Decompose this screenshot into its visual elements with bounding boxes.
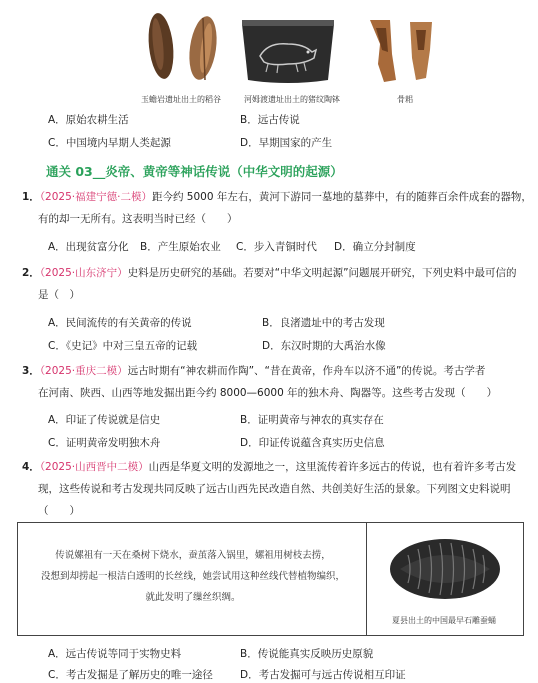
- question-text: 在河南、陕西、山西等地发掘出距今约 8000—6000 年的独木舟、陶器等。这些考古发现（ ）: [38, 387, 498, 399]
- question-text: （ ）: [38, 505, 80, 517]
- question-1: [22, 186, 532, 230]
- q4-option-c[interactable]: C．考古发掘是了解历史的唯一途径: [48, 669, 213, 681]
- pottery-bowl-image: [238, 14, 338, 88]
- question-text: 史料是历史研究的基础。若要对“中华文明起源”问题展开研究，下列史料中最可信的: [127, 267, 517, 279]
- silkworm-caption: 夏县出土的中国最早石雕蚕蛹: [392, 616, 496, 625]
- question-source: （2025·山西晋中二模）: [39, 461, 149, 473]
- q4-option-b[interactable]: B．传说能真实反映历史原貌: [240, 648, 374, 660]
- legend-line: 就此发明了缫丝织绸。: [145, 592, 241, 603]
- question-text: 有的却一无所有。这表明当时已经（ ）: [38, 213, 238, 225]
- rice-grain-image: [135, 8, 227, 86]
- caption-rice-grain: 玉蟾岩遗址出土的稻谷: [141, 95, 221, 104]
- q1-option-c[interactable]: C．步入青铜时代: [236, 241, 317, 253]
- question-3: [22, 360, 522, 404]
- silkworm-image: [386, 533, 504, 605]
- q2-option-d[interactable]: D．东汉时期的大禹治水像: [262, 340, 386, 352]
- bone-spade-image: [364, 14, 440, 86]
- q3-option-b[interactable]: B．证明黄帝与神农的真实存在: [240, 414, 384, 426]
- question-text: 现，这些传说和考古发现共同反映了远古山西先民改造自然、共创美好生活的景象。下列图文史料说明: [38, 483, 511, 495]
- q3-option-c[interactable]: C．证明黄帝发明独木舟: [48, 437, 161, 449]
- material-table: [17, 522, 524, 636]
- question-source: （2025·山东济宁）: [39, 267, 128, 279]
- prev-option-b[interactable]: B．远古传说: [240, 114, 300, 126]
- section-title: 通关 03__炎帝、黄帝等神话传说（中华文明的起源）: [46, 164, 343, 179]
- q3-option-d[interactable]: D．印证传说蕴含真实历史信息: [240, 437, 385, 449]
- question-number: 2．: [22, 267, 40, 279]
- question-text: 距今约 5000 年左右，黄河下游同一墓地的墓葬中，有的随葬百余件成套的器物，: [151, 191, 532, 203]
- q4-option-d[interactable]: D．考古发掘可与远古传说相互印证: [240, 669, 406, 681]
- caption-bone-spade: 骨耜: [397, 95, 413, 104]
- question-number: 4．: [22, 461, 40, 473]
- prev-option-a[interactable]: A．原始农耕生活: [48, 114, 129, 126]
- question-2: [22, 262, 522, 306]
- legend-cell: [18, 523, 367, 635]
- q2-option-a[interactable]: A．民间流传的有关黄帝的传说: [48, 317, 192, 329]
- question-number: 1．: [22, 191, 40, 203]
- question-number: 3．: [22, 365, 40, 377]
- question-4: [22, 456, 522, 522]
- q1-option-a[interactable]: A．出现贫富分化: [48, 241, 129, 253]
- question-text: 远古时期有“神农耕而作陶”、“昔在黄帝，作舟车以济不通”的传说。考古学者: [127, 365, 486, 377]
- legend-line: 传说嫘祖有一天在桑树下烧水，蚕茧落入锅里，嫘祖用树枝去捞，: [55, 550, 331, 561]
- question-text: 是（ ）: [38, 289, 80, 301]
- q1-option-d[interactable]: D．确立分封制度: [334, 241, 416, 253]
- question-source: （2025·福建宁德·二模）: [39, 191, 152, 203]
- q2-option-c[interactable]: C．《史记》中对三皇五帝的记载: [48, 340, 198, 352]
- q4-option-a[interactable]: A．远古传说等同于实物史料: [48, 648, 182, 660]
- q3-option-a[interactable]: A．印证了传说就是信史: [48, 414, 161, 426]
- legend-line: 没想到却捞起一根洁白透明的长丝线，她尝试用这种丝线代替植物编织，: [40, 571, 345, 582]
- question-source: （2025·重庆二模）: [39, 365, 128, 377]
- prev-option-c[interactable]: C．中国境内早期人类起源: [48, 137, 171, 149]
- caption-pottery-bowl: 河姆渡遗址出土的猪纹陶钵: [244, 95, 340, 104]
- question-text: 山西是华夏文明的发源地之一，这里流传着许多远古的传说，也有着许多考古发: [148, 461, 517, 473]
- prev-option-d[interactable]: D．早期国家的产生: [240, 137, 333, 149]
- q2-option-b[interactable]: B．良渚遗址中的考古发现: [262, 317, 385, 329]
- q1-option-b[interactable]: B．产生原始农业: [140, 241, 221, 253]
